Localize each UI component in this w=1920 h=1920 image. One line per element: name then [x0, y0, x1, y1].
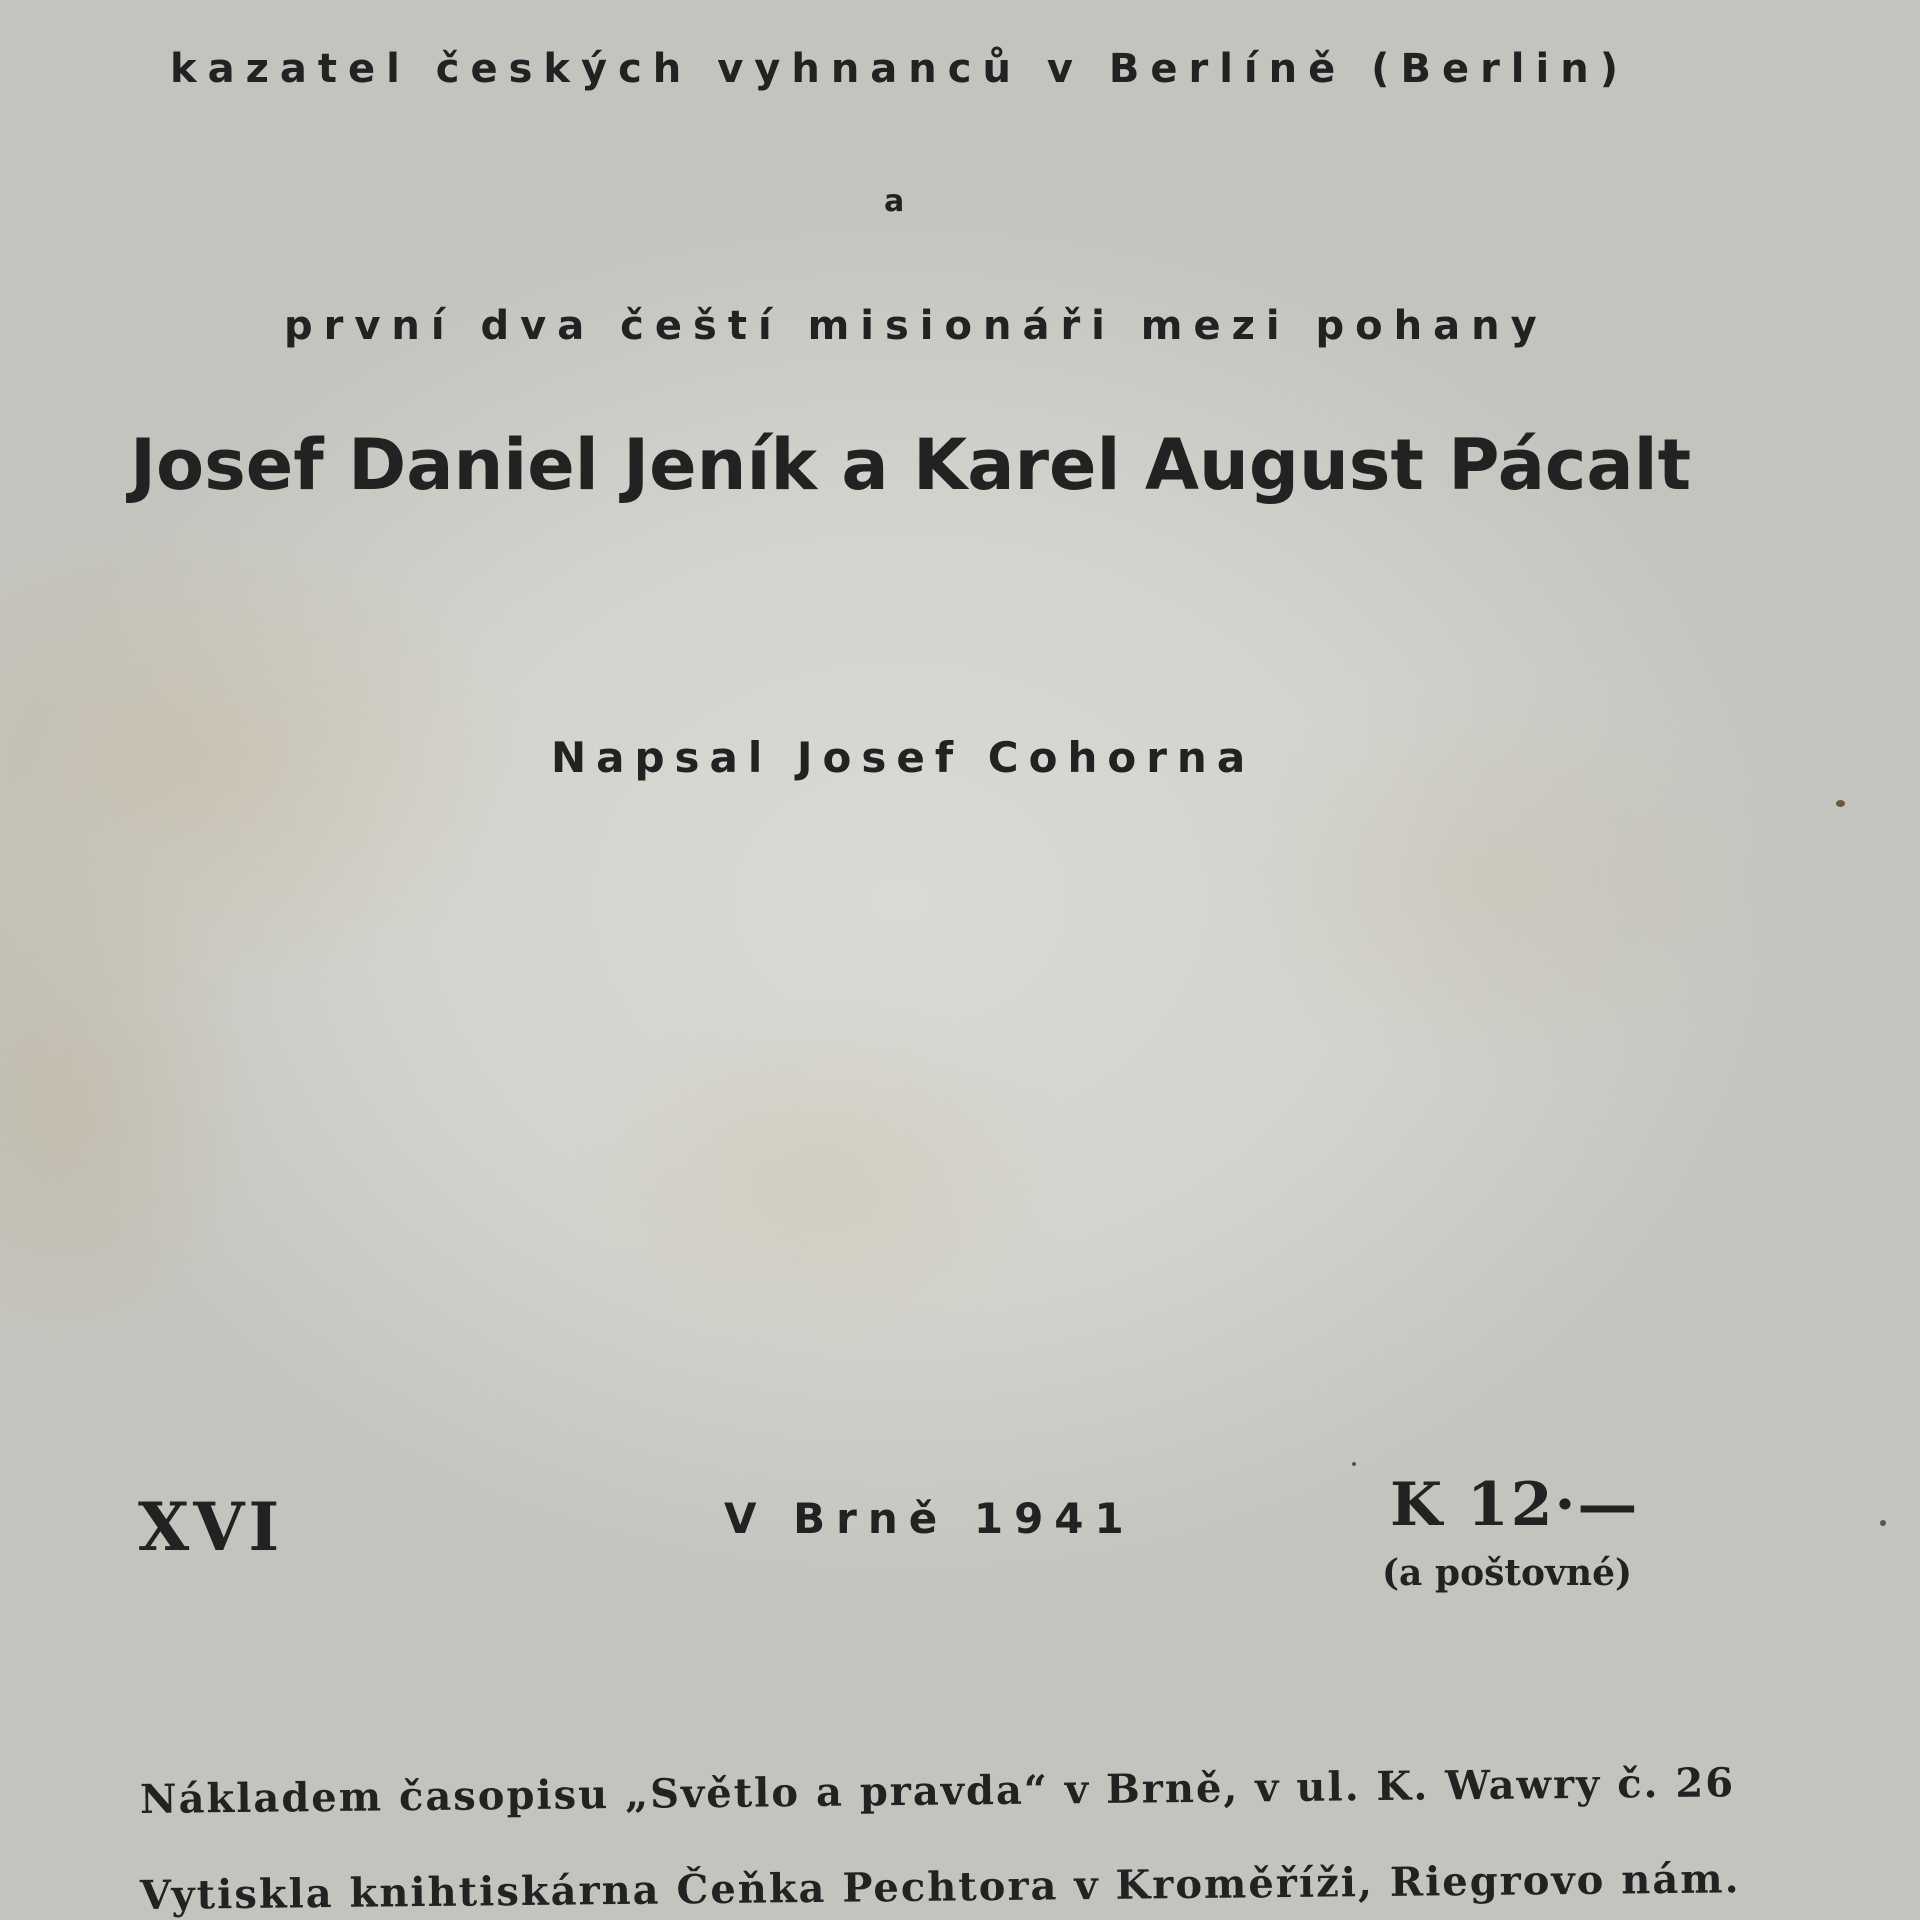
- conjunction-line: a: [884, 184, 905, 219]
- printer-line: Vytiskla knihtiskárna Čeňka Pechtora v Kroměříži, Riegrovo nám.: [139, 1855, 1741, 1919]
- subtitle-line-2: první dva čeští misionáři mezi pohany: [284, 303, 1548, 349]
- paper-speck: [1352, 1462, 1356, 1466]
- volume-number: XVI: [138, 1488, 284, 1566]
- subtitle-line-1: kazatel českých vyhnanců v Berlíně (Berlin): [170, 46, 1629, 92]
- book-title: Josef Daniel Jeník a Karel August Pácalt: [130, 424, 1692, 506]
- price: K 12·—: [1390, 1470, 1640, 1540]
- paper-speck: [1836, 800, 1845, 807]
- author-line: Napsal Josef Cohorna: [551, 733, 1256, 782]
- publisher-line: Nákladem časopisu „Světlo a pravda“ v Brně, v ul. K. Wawry č. 26: [139, 1759, 1736, 1823]
- paper-speck: [1880, 1520, 1886, 1526]
- place-and-date: V Brně 1941: [724, 1494, 1135, 1543]
- postage-note: (a poštovné): [1382, 1552, 1633, 1594]
